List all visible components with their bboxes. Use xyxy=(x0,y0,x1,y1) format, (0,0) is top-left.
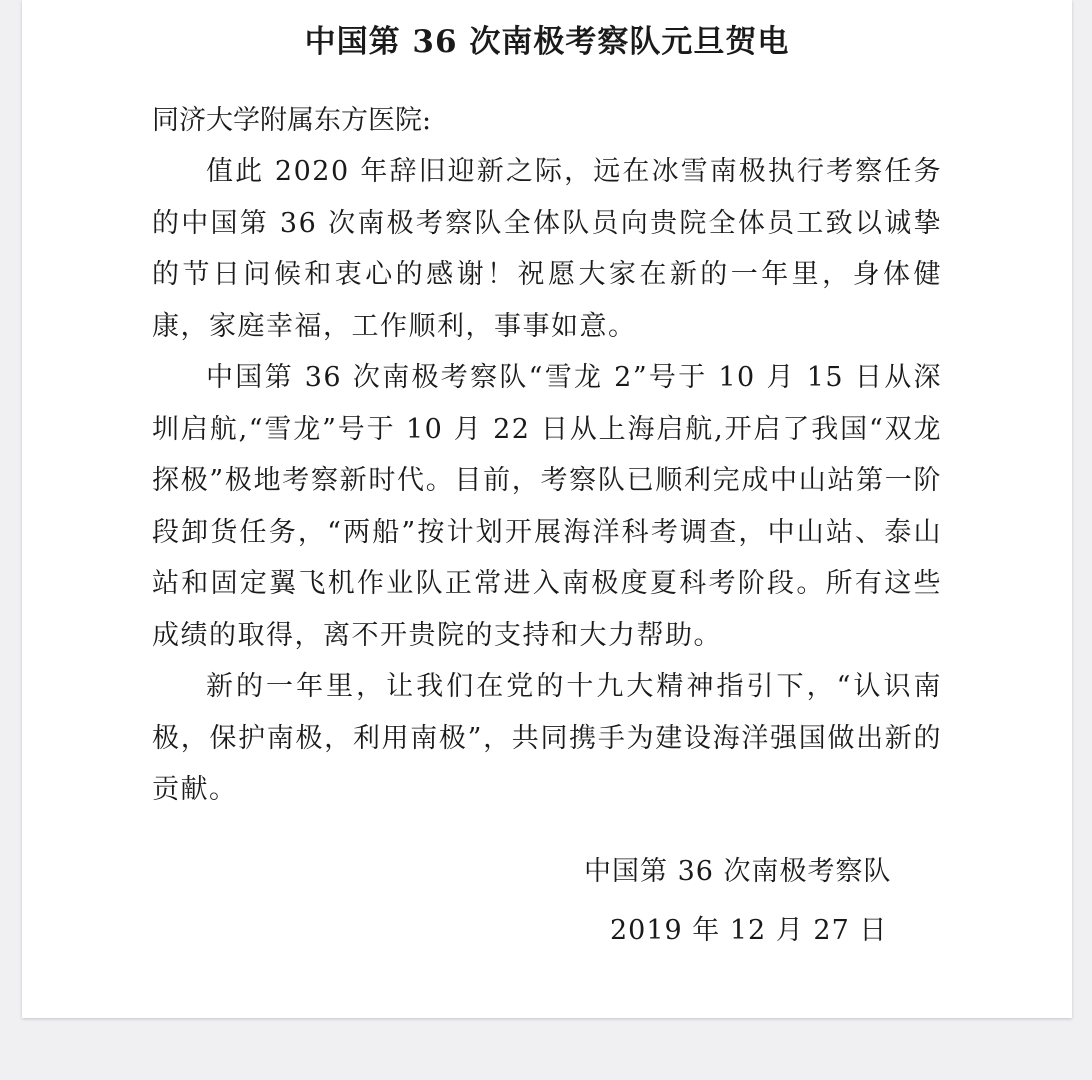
salutation: 同济大学附属东方医院: xyxy=(152,105,432,136)
paragraph-greeting: 值此 2020 年辞旧迎新之际，远在冰雪南极执行考察任务的中国第 36 次南极考察队全体队员向贵院全体员工致以诚挚的节日问候和衷心的感谢！祝愿大家在新的一年里，身体健康，家庭幸福，工作顺利，事事如意。 xyxy=(152,156,942,342)
letter-date: 2019 年 12 月 27 日 xyxy=(610,915,888,946)
paragraph-progress: 中国第 36 次南极考察队“雪龙 2”号于 10 月 15 日从深圳启航,“雪龙”号于 10 月 22 日从上海启航,开启了我国“双龙探极”极地考察新时代。目前，考察队已顺利完成中山站第一阶段卸货任务，“两船”按计划开展海洋科考调查，中山站、泰山站和固定翼飞机作业队正常进入南极度夏科考阶段。所有这些成绩的取得，离不开贵院的支持和大力帮助。 xyxy=(152,362,942,651)
signature: 中国第 36 次南极考察队 xyxy=(584,856,892,887)
letter-page xyxy=(22,0,1072,1018)
paragraph-closing: 新的一年里，让我们在党的十九大精神指引下，“认识南极，保护南极，利用南极”，共同携手为建设海洋强国做出新的贡献。 xyxy=(152,671,942,805)
letter-title: 中国第 36 次南极考察队元旦贺电 xyxy=(304,24,790,60)
letter-body xyxy=(152,146,942,816)
